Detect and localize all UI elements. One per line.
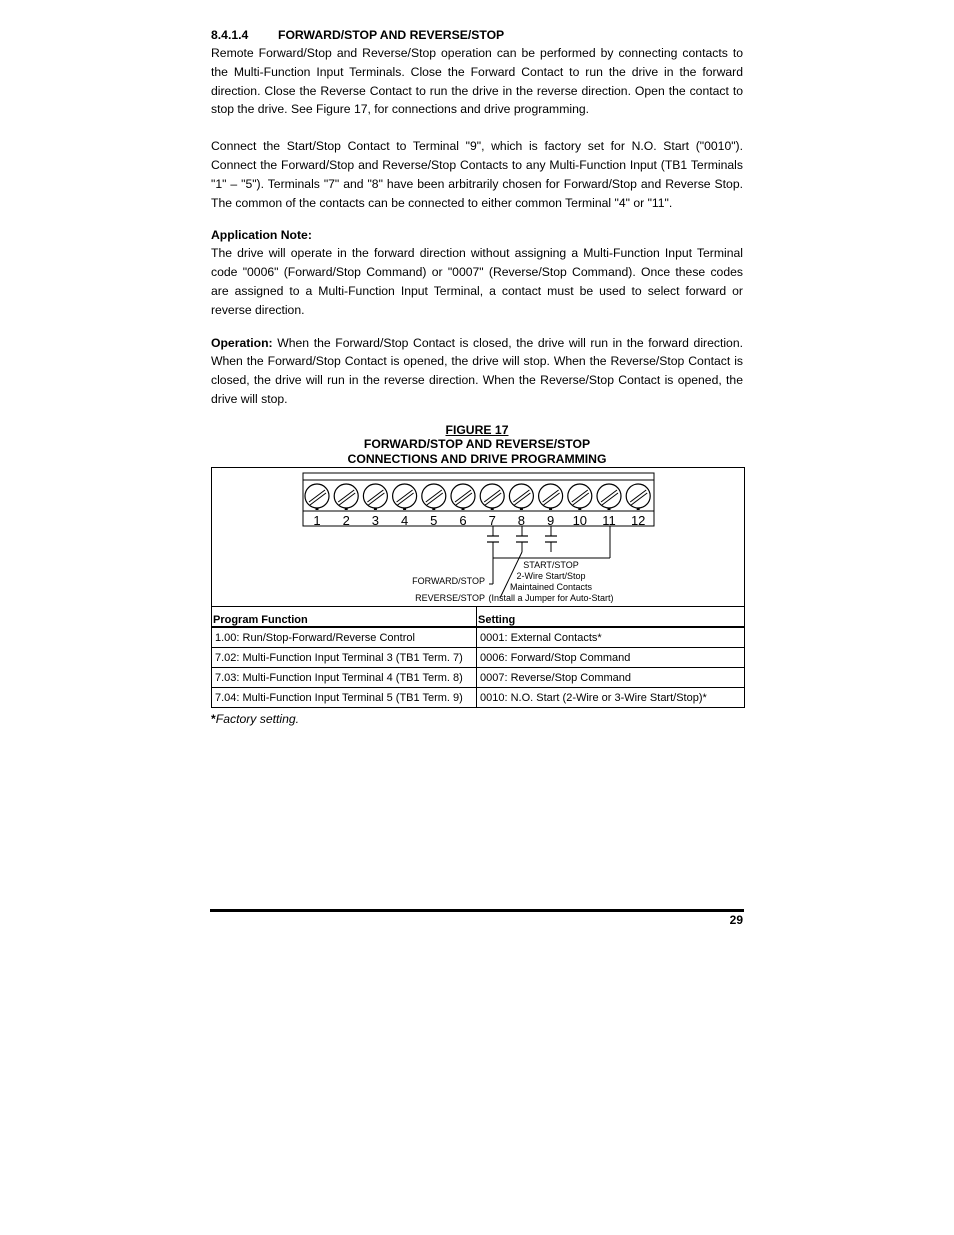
terminal-screw-10 [568,484,592,510]
table-row [212,648,745,668]
manual-page [211,26,743,726]
table-cell: 0006: Forward/Stop Command [477,648,745,668]
terminal-number-2: 2 [342,513,350,529]
reverse-stop-label: REVERSE/STOP [415,593,485,604]
forward-stop-label: FORWARD/STOP [412,576,485,587]
maintained-contacts-label: Maintained Contacts [509,582,593,593]
terminal-number-12: 12 [630,513,646,529]
terminal-screw-5 [422,484,446,510]
application-note-label: Application Note: [211,228,312,243]
table-cell: 1.00: Run/Stop-Forward/Reverse Control [212,627,477,648]
table-cell: 0010: N.O. Start (2-Wire or 3-Wire Start/Stop)* [477,688,745,708]
table-cell: 7.03: Multi-Function Input Terminal 4 (TB1 Term. 8) [212,668,477,688]
start-stop-label: START/STOP [523,560,579,571]
figure-subtitle: CONNECTIONS AND DRIVE PROGRAMMING [347,451,607,466]
terminal-number-7: 7 [488,513,496,529]
table-cell: 0007: Reverse/Stop Command [477,668,745,688]
wiring-diagram [212,468,744,606]
contact-symbols [487,536,557,542]
footnote [211,712,743,726]
terminal-screw-8 [509,484,533,510]
column-header-setting: Setting [477,607,745,627]
section-number: 8.4.1.4 [211,28,249,42]
table-row [212,688,745,708]
operation-label: Operation: [211,335,273,350]
figure-number: FIGURE 17 [445,422,509,437]
figure-caption [211,423,743,467]
table-cell: 0001: External Contacts* [477,627,745,648]
jumper-label: (Install a Jumper for Auto-Start) [488,593,614,604]
terminal-number-8: 8 [517,513,526,529]
terminal-screw-6 [451,484,475,510]
terminal-number-5: 5 [430,513,438,529]
wiring-diagram-box [211,467,745,607]
terminal-screw-1 [305,484,329,510]
terminal-number-3: 3 [371,513,380,529]
application-note-text: The drive will operate in the forward direction without assigning a Multi-Function Input Terminal code "0006" (Forward/Stop Command) or "0007" (Reverse/Stop Command). Once these codes are assigned to a Multi-Function Input Terminal, a contact must be used to select forward or reverse direction. [211,246,743,317]
page-number: 29 [729,913,743,927]
two-wire-label: 2-Wire Start/Stop [516,571,586,582]
terminal-number-11: 11 [602,513,616,529]
terminal-number-9: 9 [546,513,555,529]
terminal-screw-12 [626,484,650,510]
terminal-number-10: 10 [572,513,588,529]
footer-rule [210,909,744,912]
footnote-text: Factory setting. [215,712,300,727]
operation-text: When the Forward/Stop Contact is closed, the drive will run in the forward direction. When the Forward/Stop Contact is opened, the drive will stop. When the Reverse/Stop Contact is closed, the drive will run in the reverse direction. When the Reverse/Stop Contact is opened, the drive will stop. [211,335,743,406]
column-header-program-function: Program Function [212,607,477,627]
table-row [212,627,745,648]
terminal-screw-2 [334,484,358,510]
paragraph-intro: Remote Forward/Stop and Reverse/Stop operation can be performed by connecting contacts to the Multi-Function Input Terminals. Close the Forward Contact to run the drive in the forward direction. Close the Reverse Contact to run the drive in the reverse direction. Open the contact to stop the drive. See Figure 17, for connections and drive programming. [211,46,743,117]
terminal-screws [305,484,650,510]
section-heading [211,26,743,44]
section-title: FORWARD/STOP AND REVERSE/STOP [278,28,505,42]
terminal-screw-11 [597,484,621,510]
terminal-screw-4 [393,484,417,510]
table-row [212,668,745,688]
figure-title: FORWARD/STOP AND REVERSE/STOP [363,437,591,452]
footnote-asterisk: * [211,712,216,727]
operation-paragraph [211,334,743,409]
terminal-screw-7 [480,484,504,510]
terminal-screw-9 [539,484,563,510]
terminal-number-1: 1 [313,513,321,529]
terminal-number-6: 6 [459,513,467,529]
program-function-table [211,607,745,708]
terminal-screw-3 [363,484,387,510]
table-cell: 7.04: Multi-Function Input Terminal 5 (TB1 Term. 9) [212,688,477,708]
paragraph-connection: Connect the Start/Stop Contact to Terminal "9", which is factory set for N.O. Start ("0010"). Connect the Forward/Stop and Reverse/Stop Contacts to any Multi-Function Input (TB1 Terminals "1" – "5"). Terminals "7" and "8" have been arbitrarily chosen for Forward/Stop and Reverse Stop. The common of the contacts can be connected to either common Terminal "4" or "11". [211,139,743,210]
table-cell: 7.02: Multi-Function Input Terminal 3 (TB1 Term. 7) [212,648,477,668]
terminal-number-4: 4 [400,513,409,529]
